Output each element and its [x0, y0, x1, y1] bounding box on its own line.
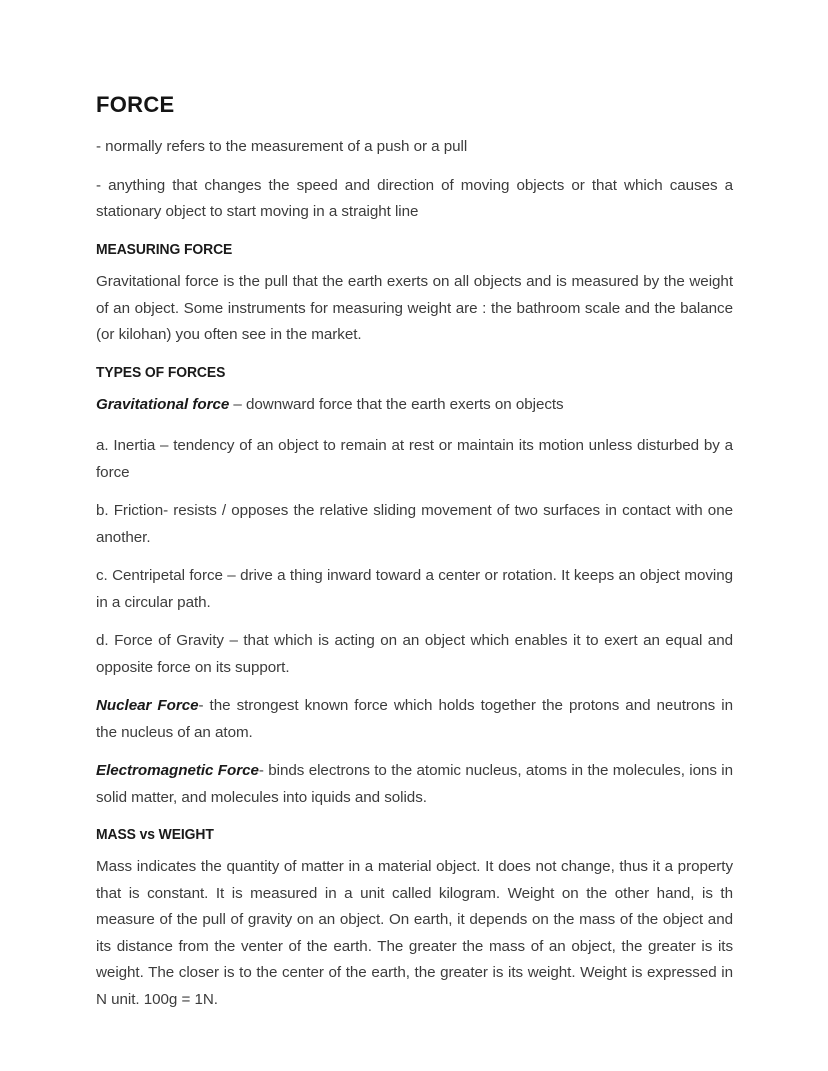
force-entry-gravity — [96, 628, 733, 681]
force-desc-inertia: a. Inertia – tendency of an object to remain at rest or maintain its motion unless disturbed by a force — [96, 437, 733, 481]
force-term-gravitational: Gravitational force — [96, 395, 230, 413]
force-desc-gravitational: – downward force that the earth exerts on objects — [229, 395, 564, 413]
section-heading-mass-vs-weight: MASS vs WEIGHT — [96, 827, 214, 844]
measuring-force-paragraph: Gravitational force is the pull that the earth exerts on all objects and is measured by the weight of an object. Some instruments for measuring weight are : the bathroom scale and the balance (or kilohan) you often see in the market. — [96, 273, 733, 344]
force-entry-friction — [96, 498, 733, 551]
force-desc-centripetal: c. Centripetal force – drive a thing inward toward a center or rotation. It keeps an object moving in a circular path. — [96, 567, 733, 611]
force-desc-electromagnetic: - binds electrons to the atomic nucleus, atoms in the molecules, ions in solid matter, and molecules into iquids and solids. — [96, 762, 733, 806]
section-heading-measuring-force: MEASURING FORCE — [96, 241, 233, 258]
section-heading-types-of-forces: TYPES OF FORCES — [96, 364, 226, 381]
force-desc-gravity: d. Force of Gravity – that which is acting on an object which enables it to exert an equal and opposite force on its support. — [96, 632, 733, 676]
force-entry-centripetal — [96, 563, 733, 616]
force-term-nuclear: Nuclear Force — [96, 697, 199, 715]
force-desc-friction: b. Friction- resists / opposes the relative sliding movement of two surfaces in contact with one another. — [96, 502, 733, 546]
force-entry-inertia — [96, 433, 733, 486]
force-desc-nuclear: - the strongest known force which holds together the protons and neutrons in the nucleus of an atom. — [96, 697, 733, 741]
mass-vs-weight-paragraph: Mass indicates the quantity of matter in a material object. It does not change, thus it a property that is constant. It is measured in a unit called kilogram. Weight on the other hand, is th measure of the pull of gravity on an object. On earth, it depends on the mass of the object and its distance from the venter of the earth. The greater the mass of an object, the greater is its weight. The closer is to the center of the earth, the greater is its weight. Weight is expressed in N unit. 100g = 1N. — [96, 858, 733, 1008]
force-entry-nuclear — [96, 693, 733, 746]
force-entry-gravitational — [96, 392, 733, 419]
force-term-electromagnetic: Electromagnetic Force — [96, 762, 259, 780]
intro-line-1: - normally refers to the measurement of a push or a pull — [96, 138, 468, 156]
document-body — [96, 92, 733, 1013]
intro-line-2: - anything that changes the speed and direction of moving objects or that which causes a stationary object to start moving in a straight line — [96, 176, 733, 221]
force-entry-electromagnetic — [96, 758, 733, 811]
page-title: FORCE — [96, 92, 175, 117]
